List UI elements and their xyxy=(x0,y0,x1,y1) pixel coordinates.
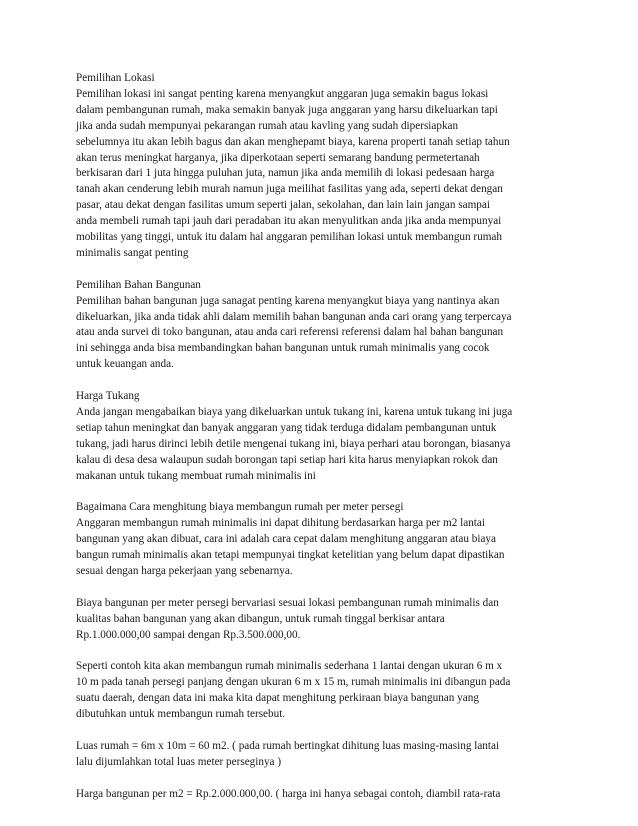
text-line: bangunan yang akan dibuat, cara ini adalah cara cepat dalam menghitung anggaran atau biaya xyxy=(76,533,496,546)
harga-tukang-section xyxy=(76,389,576,484)
biaya-per-meter-section xyxy=(76,596,576,644)
text-line: akan terus meningkat harganya, jika diperkotaan seperti semarang bandung permetertanah xyxy=(76,151,480,164)
text-line: atau anda survei di toko bangunan, atau anda cari referensi referensi dalam hal bahan bangunan xyxy=(76,326,504,339)
text-line: Harga bangunan per m2 = Rp.2.000.000,00. ( harga ini hanya sebagai contoh, diambil rata-rata xyxy=(76,787,501,800)
text-line: ini sehingga anda bisa membandingkan bahan bangunan untuk rumah minimalis yang cocok xyxy=(76,342,490,355)
document-page xyxy=(76,71,576,818)
text-line: anda membeli rumah tapi jauh dari peradaban itu akan menyulitkan anda jika anda mempunyai xyxy=(76,215,502,228)
text-line: berkisaran dari 1 juta hingga puluhan juta, namun jika anda memilih di lokasi pedesaan harga xyxy=(76,167,495,180)
text-line: Anggaran membangun rumah minimalis ini dapat dihitung berdasarkan harga per m2 lantai xyxy=(76,517,485,530)
text-line: sesuai dengan harga pekerjaan yang sebenarnya. xyxy=(76,565,293,578)
text-line: untuk keuangan anda. xyxy=(76,358,174,371)
text-line: pasar, atau dekat dengan fasilitas umum seperti jalan, sekolahan, dan lain lain jangan sampai xyxy=(76,199,490,212)
text-line: minimalis sangat penting xyxy=(76,246,189,259)
text-line: Luas rumah = 6m x 10m = 60 m2. ( pada rumah bertingkat dihitung luas masing-masing lantai xyxy=(76,739,500,752)
text-line: tukang, jadi harus dirinci lebih detile mengenai tukang ini, biaya perhari atau borongan, biasanya xyxy=(76,437,511,450)
text-line: sebelumnya itu akan lebih bagus dan akan menghepamt biaya, karena properti tanah setiap tahun xyxy=(76,135,510,148)
text-line: 10 m pada tanah persegi panjang dengan ukuran 6 m x 15 m, rumah minimalis ini dibangun pada xyxy=(76,676,511,689)
text-line: kalau di desa desa walaupun sudah borongan tapi setiap hari kita harus menyiapkan rokok dan xyxy=(76,453,498,466)
harga-bangunan-section xyxy=(76,787,576,803)
text-line: Seperti contoh kita akan membangun rumah minimalis sederhana 1 lantai dengan ukuran 6 m x xyxy=(76,660,503,673)
text-line: setiap tahun meningkat dan banyak anggaran yang tidak terduga didalam pembangunan untuk xyxy=(76,421,497,434)
cara-menghitung-section xyxy=(76,500,576,580)
text-line: dalam pembangunan rumah, maka semakin banyak juga anggaran yang harsu dikeluarkan tapi xyxy=(76,103,498,116)
section-heading: Harga Tukang xyxy=(76,390,140,403)
section-heading: Bagaimana Cara menghitung biaya membangun rumah per meter persegi xyxy=(76,501,404,514)
section-heading: Pemilihan Bahan Bangunan xyxy=(76,278,201,291)
luas-rumah-section xyxy=(76,739,576,771)
contoh-perhitungan-section xyxy=(76,659,576,723)
section-heading: Pemilihan Lokasi xyxy=(76,72,155,84)
text-line: jika anda sudah mempunyai pekarangan rumah atau kavling yang sudah dipersiapkan xyxy=(76,119,459,132)
text-line: bangun rumah minimalis akan tetapi mempunyai tingkat ketelitian yang belum dapat dipastikan xyxy=(76,549,505,562)
text-line: kualitas bahan bangunan yang akan dibangun, untuk rumah tinggal berkisar antara xyxy=(76,612,445,625)
text-line: Pemilihan lokasi ini sangat penting karena menyangkut anggaran juga semakin bagus lokasi xyxy=(76,87,489,100)
text-line: lalu dijumlahkan total luas meter perseginya ) xyxy=(76,755,282,768)
text-line: Anda jangan mengabaikan biaya yang dikeluarkan untuk tukang ini, karena untuk tukang ini juga xyxy=(76,406,513,418)
text-line: suatu daerah, dengan data ini maka kita dapat menghitung perkiraan biaya bangunan yang xyxy=(76,692,479,705)
bahan-bangunan-section xyxy=(76,278,576,373)
text-line: Biaya bangunan per meter persegi bervariasi sesuai lokasi pembangunan rumah minimalis dan xyxy=(76,596,499,609)
text-line: Rp.1.000.000,00 sampai dengan Rp.3.500.000,00. xyxy=(76,628,301,641)
lokasi-section xyxy=(76,71,576,262)
text-line: mobilitas yang tinggi, untuk itu dalam hal anggaran pemilihan lokasi untuk membangun rumah xyxy=(76,231,502,244)
text-line: dibutuhkan untuk membangun rumah tersebut. xyxy=(76,708,286,721)
text-line: makanan untuk tukang membuat rumah minimalis ini xyxy=(76,469,316,482)
text-line: Pemilihan bahan bangunan juga sanagat penting karena menyangkut biaya yang nantinya akan xyxy=(76,294,500,307)
text-line: dikeluarkan, jika anda tidak ahli dalam memilih bahan bangunan anda cari orang yang terpercaya xyxy=(76,310,512,323)
text-line: tanah akan cenderung lebih murah namun juga meilihat fasilitas yang ada, seperti dekat dengan xyxy=(76,183,503,196)
